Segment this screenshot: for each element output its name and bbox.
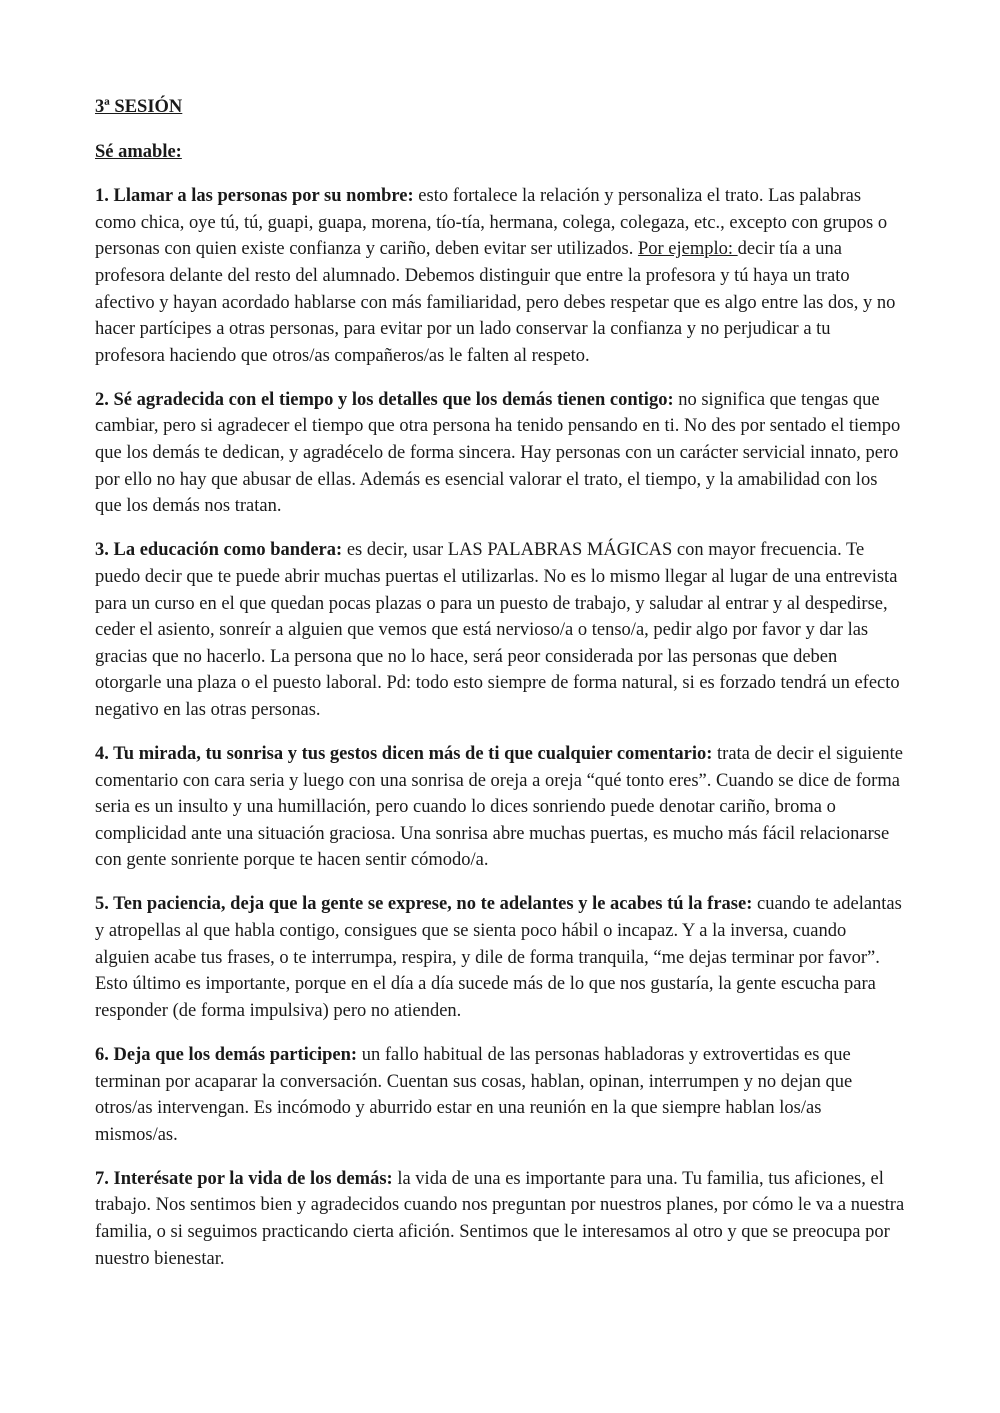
item-4-heading: 4. Tu mirada, tu sonrisa y tus gestos dicen más de ti que cualquier comentario: (95, 743, 713, 764)
item-1-paragraph (95, 183, 905, 369)
item-1-example-label: Por ejemplo: (637, 239, 738, 260)
item-4-paragraph (95, 741, 905, 874)
section-subtitle: Sé amable: (95, 141, 182, 162)
item-3-paragraph (95, 537, 905, 723)
item-5-heading: 5. Ten paciencia, deja que la gente se exprese, no te adelantes y le acabes tú la frase: (95, 894, 753, 915)
item-7-text: la vida de una es importante para una. Tu familia, tus aficiones, el trabajo. Nos sentimos bien y agradecidos cuando nos preguntan por nuestros planes, por cómo le va a nuestra familia, o si seguimos practicando cierta afición. Sentimos que le interesamos al otro y que se preocupa por nuestro bienestar. (95, 1168, 905, 1269)
item-7-heading: 7. Interésate por la vida de los demás: (95, 1168, 393, 1189)
item-5-text: cuando te adelantas y atropellas al que habla contigo, consigues que se sienta poco hábil o incapaz. Y a la inversa, cuando alguien acabe tus frases, o te interrumpa, respira, y dile de forma tranquila, “me dejas terminar por favor”. Esto último es importante, porque en el día a día sucede más de lo que nos gustaría, la gente escucha para responder (de forma impulsiva) pero no atienden. (95, 894, 902, 1021)
item-4-text: trata de decir el siguiente comentario con cara seria y luego con una sonrisa de oreja a oreja “qué tonto eres”. Cuando se dice de forma seria es un insulto y una humillación, pero cuando lo dices sonriendo puede denotar cariño, broma o complicidad ante una situación graciosa. Una sonrisa abre muchas puertas, es mucho más fácil relacionarse con gente sonriente porque te hacen sentir cómodo/a. (95, 743, 903, 871)
item-1-text-a: esto fortalece la relación y personaliza el trato. Las palabras como chica, oye tú, tú, guapi, guapa, morena, tío-tía, hermana, colega, colegaza, etc., excepto con grupos o personas con quien existe confianza y cariño, deben evitar ser utilizados. (95, 186, 888, 260)
item-1-heading: 1. Llamar a las personas por su nombre: (95, 186, 414, 207)
item-2-text: no significa que tengas que cambiar, pero si agradecer el tiempo que otra persona ha tenido pensando en ti. No des por sentado el tiempo que los demás te dedican, y agradécelo de forma sincera. Hay personas con un carácter servicial innato, pero por ello no hay que abusar de ellas. Además es esencial valorar el trato, el tiempo, y la amabilidad con los que los demás nos tratan. (95, 389, 901, 517)
item-3-heading: 3. La educación como bandera: (95, 540, 343, 561)
item-5-paragraph (95, 891, 905, 1024)
session-title: 3ª SESIÓN (95, 97, 183, 117)
item-1-text-b: decir tía a una profesora delante del resto del alumnado. Debemos distinguir que entre la profesora y tú haya un trato afectivo y hayan acordado hablarse con más familiaridad, pero debes respetar que es algo entre las dos, y no hacer partícipes a otras personas, para evitar por un lado conservar la confianza y no perjudicar a tu profesora haciendo que otros/as compañeros/as le falten al respeto. (95, 239, 896, 366)
item-3-text: es decir, usar LAS PALABRAS MÁGICAS con mayor frecuencia. Te puedo decir que te puede abrir muchas puertas el utilizarlas. No es lo mismo llegar al lugar de una entrevista para un curso en el que quedan pocas plazas o para un puesto de trabajo, y saludar al entrar y al despedirse, ceder el asiento, sonreír a alguien que vemos que está nervioso/a o tenso/a, pedir algo por favor y dar las gracias que no hacerlo. La persona que no lo hace, será peor considerada por las personas que deben otorgarle una plaza o el puesto laboral. Pd: todo esto siempre de forma natural, si es forzado tendrá un efecto negativo en las otras personas. (95, 540, 900, 720)
item-6-heading: 6. Deja que los demás participen: (95, 1044, 358, 1065)
item-6-text: un fallo habitual de las personas habladoras y extrovertidas es que terminan por acaparar la conversación. Cuentan sus cosas, hablan, opinan, interrumpen y no dejan que otros/as intervengan. Es incómodo y aburrido estar en una reunión en la que siempre hablan los/as mismos/as. (95, 1044, 853, 1145)
item-7-paragraph (95, 1166, 905, 1272)
item-6-paragraph (95, 1042, 905, 1148)
item-2-heading: 2. Sé agradecida con el tiempo y los detalles que los demás tienen contigo: (95, 389, 674, 410)
item-2-paragraph (95, 387, 905, 520)
document-page (95, 94, 905, 1290)
